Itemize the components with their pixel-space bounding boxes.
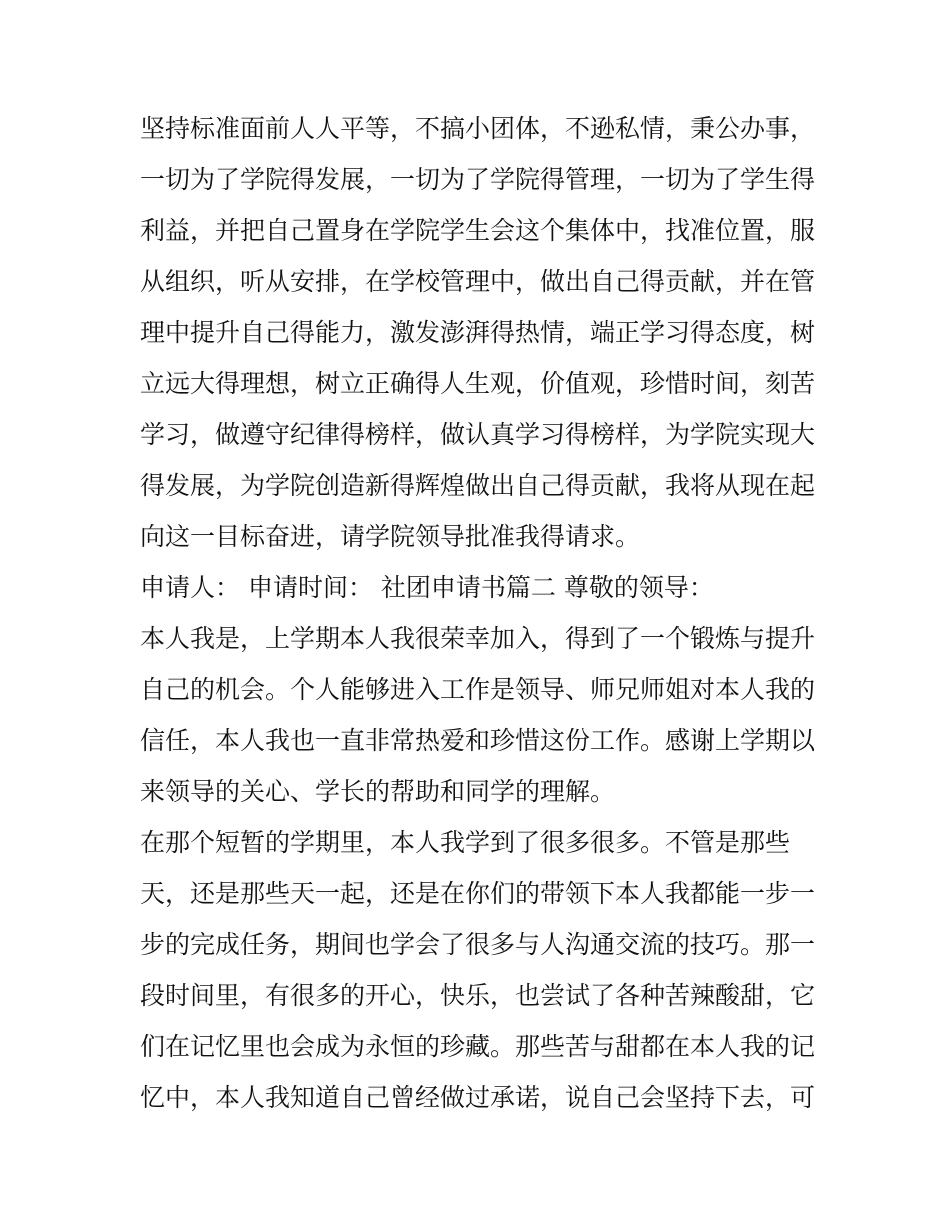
text-line: 一切为了学院得发展，一切为了学院得管理，一切为了学生得 — [140, 165, 816, 194]
text-line: 本人我是，上学期本人我很荣幸加入，得到了一个锻炼与提升 — [140, 624, 816, 653]
text-line: 在那个短暂的学期里，本人我学到了很多很多。不管是那些 — [140, 828, 791, 857]
text-line: 利益，并把自己置身在学院学生会这个集体中，找准位置，服 — [140, 216, 816, 245]
text-line: 申请人： 申请时间： 社团申请书篇二 尊敬的领导： — [140, 573, 714, 602]
text-line: 们在记忆里也会成为永恒的珍藏。那些苦与甜都在本人我的记 — [140, 1032, 816, 1061]
text-line: 理中提升自己得能力，激发澎湃得热情，端正学习得态度，树 — [140, 318, 816, 347]
text-line: 信任，本人我也一直非常热爱和珍惜这份工作。感谢上学期以 — [140, 726, 816, 755]
text-line: 得发展，为学院创造新得辉煌做出自己得贡献，我将从现在起 — [140, 471, 816, 500]
text-line: 立远大得理想，树立正确得人生观，价值观，珍惜时间，刻苦 — [140, 369, 816, 398]
text-line: 自己的机会。个人能够进入工作是领导、师兄师姐对本人我的 — [140, 675, 816, 704]
text-line: 向这一目标奋进，请学院领导批准我得请求。 — [140, 522, 641, 551]
text-line: 坚持标准面前人人平等，不搞小团体，不逊私情，秉公办事， — [140, 114, 816, 143]
text-line: 步的完成任务，期间也学会了很多与人沟通交流的技巧。那一 — [140, 930, 816, 959]
text-line: 段时间里，有很多的开心，快乐，也尝试了各种苦辣酸甜，它 — [140, 981, 816, 1010]
text-line: 学习，做遵守纪律得榜样，做认真学习得榜样，为学院实现大 — [140, 420, 816, 449]
text-line: 忆中，本人我知道自己曾经做过承诺，说自己会坚持下去，可 — [140, 1083, 816, 1112]
text-line: 从组织，听从安排，在学校管理中，做出自己得贡献，并在管 — [140, 267, 816, 296]
text-line: 天，还是那些天一起，还是在你们的带领下本人我都能一步一 — [140, 879, 816, 908]
text-line: 来领导的关心、学长的帮助和同学的理解。 — [140, 777, 616, 806]
